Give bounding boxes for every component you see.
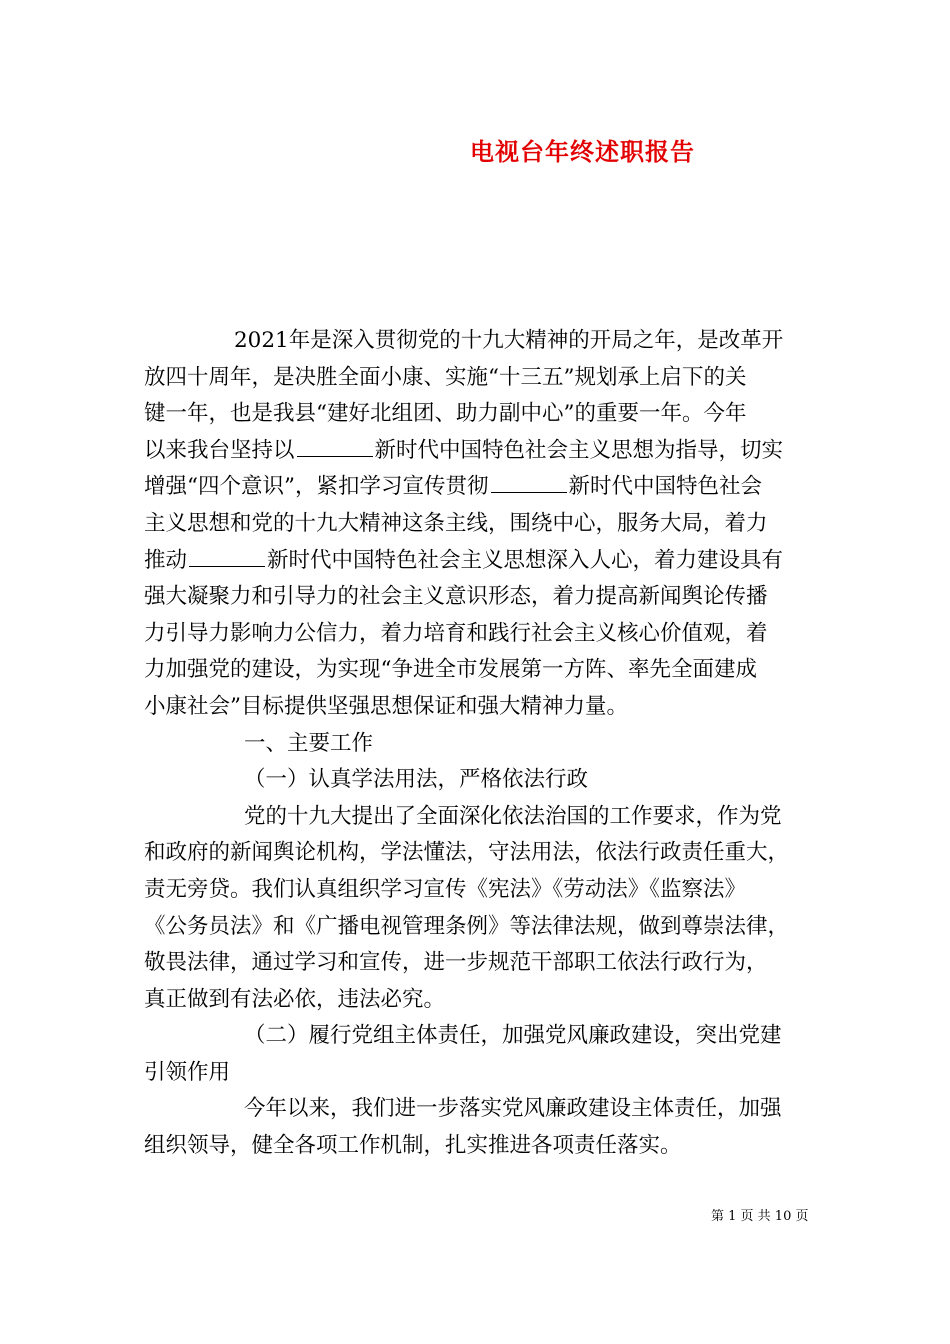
fill-in-blank [297, 436, 373, 457]
text-line [144, 396, 814, 433]
text-segment: 键一年，也是我县“建好北组团、助力副中心”的重要一年。今年 [144, 401, 747, 427]
text-line [144, 323, 814, 360]
text-segment: 和政府的新闻舆论机构，学法懂法，守法用法，依法行政责任重大， [144, 840, 790, 866]
text-segment: 增强“四个意识”，紧扣学习宣传贯彻 [144, 474, 489, 500]
text-line [144, 762, 814, 799]
text-segment: 推动 [144, 547, 188, 573]
text-segment: 今年以来，我们进一步落实党风廉政建设主体责任，加强 [244, 1096, 782, 1122]
text-line [144, 1055, 814, 1092]
text-segment: 一、主要工作 [244, 730, 374, 756]
text-segment: 党的十九大提出了全面深化依法治国的工作要求，作为党 [244, 803, 782, 829]
text-segment: 主义思想和党的十九大精神这条主线，围绕中心，服务大局，着力 [144, 510, 768, 536]
text-segment: （二）履行党组主体责任，加强党风廉政建设，突出党建 [244, 1023, 782, 1049]
fill-in-blank [491, 472, 567, 493]
text-segment: 力加强党的建设，为实现“争进全市发展第一方阵、率先全面建成 [144, 657, 757, 683]
text-segment: 以来我台坚持以 [144, 437, 295, 463]
text-line [144, 652, 814, 689]
text-line [144, 689, 814, 726]
document-body [144, 323, 814, 1165]
text-line [144, 543, 814, 580]
text-line [144, 616, 814, 653]
page-footer: 第 1 页 共 10 页 [711, 1209, 809, 1224]
text-segment: 组织领导，健全各项工作机制，扎实推进各项责任落实。 [144, 1133, 682, 1159]
text-segment: 责无旁贷。我们认真组织学习宣传《宪法》《劳动法》《监察法》 [144, 876, 747, 902]
fill-in-blank [189, 546, 265, 567]
text-segment: 《公务员法》和《广播电视管理条例》等法律法规，做到尊崇法律， [144, 913, 790, 939]
text-line [144, 726, 814, 763]
text-line [144, 1091, 814, 1128]
text-line [144, 799, 814, 836]
text-segment: 小康社会”目标提供坚强思想保证和强大精神力量。 [144, 693, 628, 719]
text-segment: 强大凝聚力和引导力的社会主义意识形态，着力提高新闻舆论传播 [144, 584, 768, 610]
text-segment: 放四十周年，是决胜全面小康、实施“十三五”规划承上启下的关 [144, 364, 747, 390]
text-segment: 新时代中国特色社会主义思想为指导，切实 [374, 437, 784, 463]
text-line [144, 982, 814, 1019]
text-line [144, 835, 814, 872]
text-line [144, 506, 814, 543]
text-line [144, 579, 814, 616]
text-segment: 真正做到有法必依，违法必究。 [144, 986, 446, 1012]
text-line [144, 872, 814, 909]
text-segment: 引领作用 [144, 1059, 231, 1085]
text-segment: （一）认真学法用法，严格依法行政 [244, 767, 589, 793]
document-title: 电视台年终述职报告 [470, 137, 695, 166]
text-segment: 2021年是深入贯彻党的十九大精神的开局之年，是改革开 [234, 328, 784, 353]
text-line [144, 360, 814, 397]
text-line [144, 945, 814, 982]
text-line [144, 1128, 814, 1165]
text-segment: 新时代中国特色社会 [568, 474, 763, 500]
text-line [144, 469, 814, 506]
text-line [144, 433, 814, 470]
text-segment: 力引导力影响力公信力，着力培育和践行社会主义核心价值观，着 [144, 620, 768, 646]
text-line [144, 1018, 814, 1055]
text-segment: 敬畏法律，通过学习和宣传，进一步规范干部职工依法行政行为， [144, 950, 768, 976]
text-line [144, 909, 814, 946]
text-segment: 新时代中国特色社会主义思想深入人心，着力建设具有 [267, 547, 784, 573]
